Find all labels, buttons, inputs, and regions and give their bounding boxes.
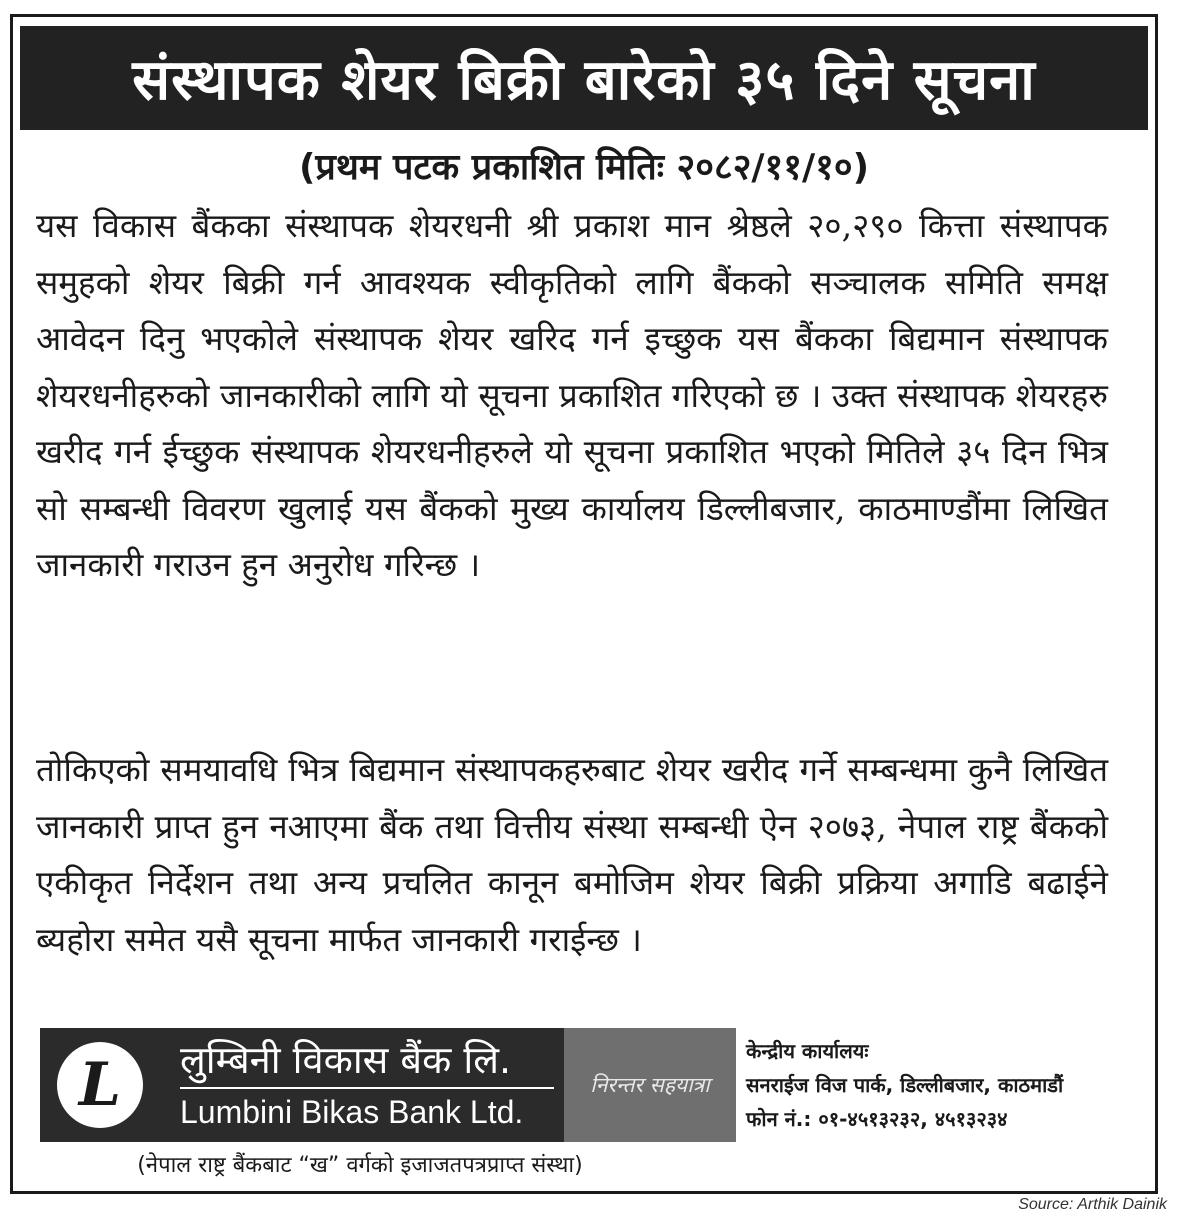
notice-paragraph-2: तोकिएको समयावधि भित्र बिद्यमान संस्थापकहरुबाट शेयर खरीद गर्ने सम्बन्धमा कुनै लिखित जानकारी प्राप्त हुन नआएमा बैंक तथा वित्तीय संस्था सम्बन्धी ऐन २०७३, नेपाल राष्ट्र बैंकको एकीकृत निर्देशन तथा अन्य प्रचलित कानून बमोजिम शेयर बिक्री प्रक्रिया अगाडि बढाईने ब्यहोरा समेत यसै सूचना मार्फत जानकारी गराईन्छ । [36, 750, 1108, 959]
office-address: सनराईज विज पार्क, डिल्लीबजार, काठमाडौं [746, 1073, 1064, 1097]
office-label: केन्द्रीय कार्यालयः [746, 1039, 869, 1063]
publication-date: (प्रथम पटक प्रकाशित मितिः २०८२/११/१०) [298, 147, 870, 188]
bank-name-nepali: लुम्बिनी विकास बैंक लि. [180, 1035, 554, 1089]
bank-logo-letter: L [57, 1042, 143, 1128]
bank-tagline: निरन्तर सहयात्रा [564, 1028, 736, 1142]
source-credit: Source: Arthik Dainik [1018, 1196, 1167, 1213]
bank-name-english: Lumbini Bikas Bank Ltd. [180, 1094, 524, 1130]
office-address-block [746, 1034, 1146, 1136]
bank-name-block [160, 1028, 564, 1142]
license-note: (नेपाल राष्ट्र बैंकबाट “ख” वर्गको इजाजतपत्रप्राप्त संस्था) [137, 1153, 583, 1178]
notice-title: संस्थापक शेयर बिक्री बारेको ३५ दिने सूचना [20, 26, 1148, 130]
bank-logo [40, 1028, 160, 1142]
bank-banner [40, 1028, 736, 1142]
office-phone: फोन नं.: ०१-४५१३२३२, ४५१३२३४ [746, 1107, 1008, 1131]
notice-paragraph-1: यस विकास बैंकका संस्थापक शेयरधनी श्री प्रकाश मान श्रेष्ठले २०,२९० कित्ता संस्थापक समुहको शेयर बिक्री गर्न आवश्यक स्वीकृतिको लागि बैंकको सञ्चालक समिति समक्ष आवेदन दिनु भएकोले संस्थापक शेयर खरिद गर्न इच्छुक यस बैंकका बिद्यमान संस्थापक शेयरधनीहरुको जानकारीको लागि यो सूचना प्रकाशित गरिएको छ । उक्त संस्थापक शेयरहरु खरीद गर्न ईच्छुक संस्थापक शेयरधनीहरुले यो सूचना प्रकाशित भएको मितिले ३५ दिन भित्र सो सम्बन्धी विवरण खुलाई यस बैंकको मुख्य कार्यालय डिल्लीबजार, काठमाण्डौंमा लिखित जानकारी गराउन हुन अनुरोध गरिन्छ । [36, 206, 1108, 584]
